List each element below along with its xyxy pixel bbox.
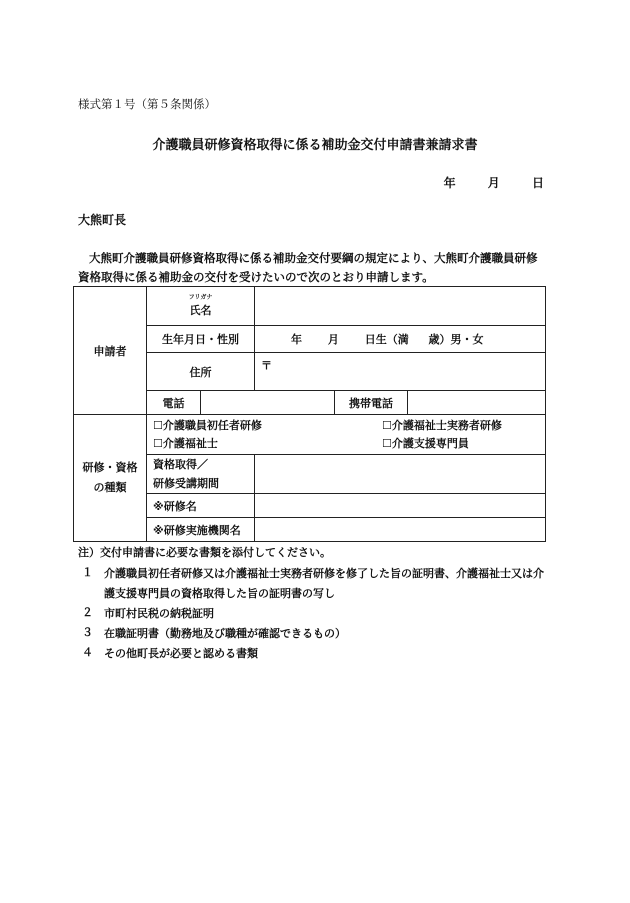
- name-row: [74, 287, 546, 326]
- phone-label: 電話: [147, 391, 201, 415]
- date-line: [444, 174, 544, 191]
- notes-heading: 注）交付申請書に必要な書類を添付してください。: [78, 546, 331, 559]
- institution-label: ※研修実施機関名: [147, 518, 255, 542]
- period-field[interactable]: [255, 455, 546, 494]
- note-text: 市町村民税の納税証明: [104, 607, 214, 620]
- training-type-label-2: の種類: [93, 481, 127, 494]
- checkbox-initial-training[interactable]: ☐介護職員初任者研修: [153, 418, 262, 432]
- dob-month: 月: [327, 333, 339, 346]
- training-type-label: [74, 415, 147, 542]
- postal-mark: 〒: [261, 359, 273, 372]
- form-number: 様式第１号（第５条関係）: [78, 97, 216, 111]
- name-field[interactable]: [255, 287, 546, 326]
- name-label: 氏名: [189, 304, 212, 317]
- period-label-2: 研修受講期間: [153, 477, 219, 490]
- note-text: 介護職員初任者研修又は介護福祉士実務者研修を修了した旨の証明書、介護福祉士又は介護支援専門員の資格取得した旨の証明書の写し: [104, 567, 544, 600]
- training-checkbox-cell: [147, 415, 546, 455]
- phone-field[interactable]: [201, 391, 335, 415]
- training-name-label: ※研修名: [147, 494, 255, 518]
- date-year-label: 年: [443, 176, 456, 190]
- training-name-field[interactable]: [255, 494, 546, 518]
- checkbox-care-worker[interactable]: ☐介護福祉士: [153, 436, 218, 450]
- date-day-label: 日: [531, 176, 544, 190]
- note-number: ２: [82, 606, 93, 619]
- page-title: 介護職員研修資格取得に係る補助金交付申請書兼請求書: [152, 138, 478, 153]
- address-field[interactable]: [255, 353, 546, 391]
- furigana-label: フリガナ: [188, 294, 213, 301]
- institution-field[interactable]: [255, 518, 546, 542]
- address-label: 住所: [147, 353, 255, 391]
- training-type-label-1: 研修・資格: [82, 461, 138, 474]
- note-text: その他町長が必要と認める書類: [104, 647, 258, 660]
- dob-age-gender: 歳）男・女: [428, 333, 484, 346]
- checkbox-practitioner-training[interactable]: ☐介護福祉士実務者研修: [382, 418, 502, 432]
- addressee: 大熊町長: [78, 213, 127, 227]
- note-text: 在職証明書（勤務地及び職種が確認できるもの）: [104, 627, 346, 640]
- training-type-row: [74, 415, 546, 455]
- dob-label: 生年月日・性別: [147, 326, 255, 353]
- period-label: [147, 455, 255, 494]
- note-number: ３: [82, 626, 93, 639]
- intro-paragraph: 大熊町介護職員研修資格取得に係る補助金交付要綱の規定により、大熊町介護職員研修資格取得に係る補助金の交付を受けたいので次のとおり申請します。: [78, 251, 538, 284]
- application-table: [73, 286, 546, 542]
- dob-year: 年: [291, 333, 303, 346]
- name-label-cell: [147, 287, 255, 326]
- note-number: ４: [82, 646, 93, 659]
- dob-born: 日生（満: [364, 333, 409, 346]
- date-month-label: 月: [487, 176, 500, 190]
- mobile-field[interactable]: [408, 391, 546, 415]
- checkbox-care-manager[interactable]: ☐介護支援専門員: [382, 436, 469, 450]
- applicant-label: 申請者: [74, 287, 147, 415]
- mobile-label: 携帯電話: [335, 391, 408, 415]
- dob-field[interactable]: [255, 326, 546, 353]
- note-number: １: [82, 566, 93, 579]
- period-label-1: 資格取得／: [153, 458, 208, 471]
